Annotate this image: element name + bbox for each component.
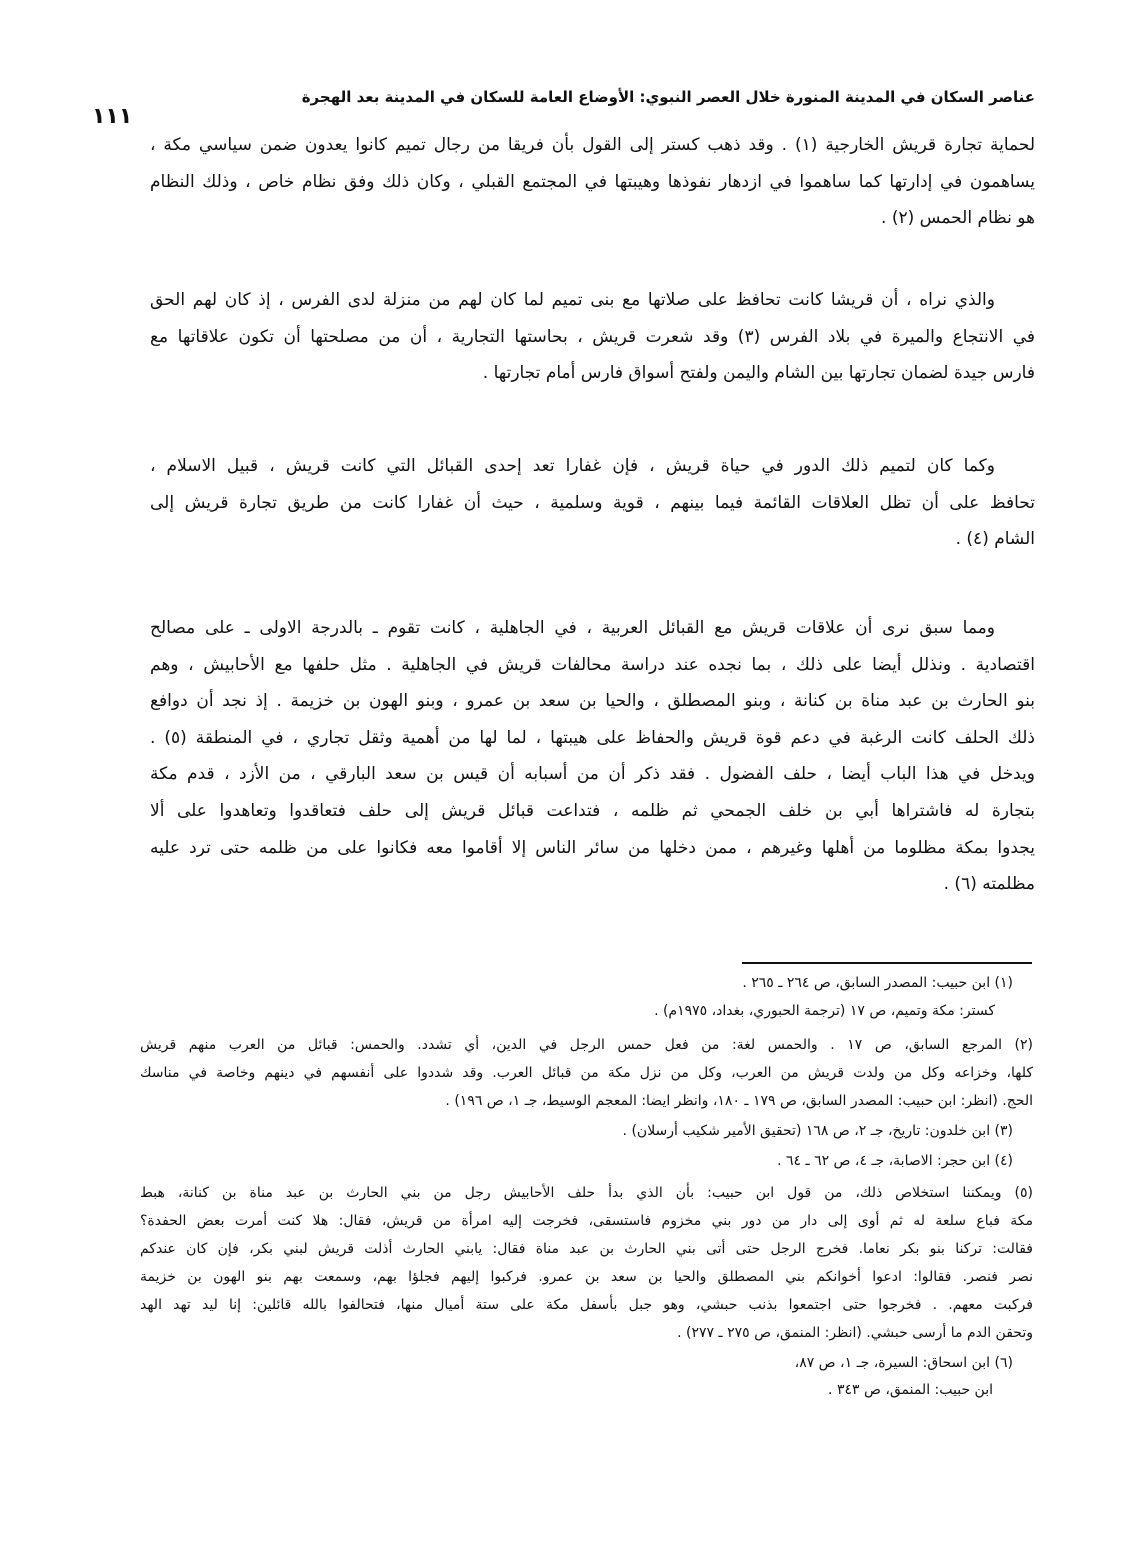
footnote-line: (٥) ويمكننا استخلاص ذلك، من قول ابن حبيب: بأن الذي بدأ حلف الأحابيش رجل من بني الحارث بن عبد مناة بن كنانة، هبط xyxy=(140,1185,1033,1201)
paragraph-1-line: لحماية تجارة قريش الخارجية (١) . وقد ذهب كستر إلى القول بأن فريقا من رجال تميم كانوا يعدون ضمن سياسي مكة ، xyxy=(150,135,1036,155)
page-number: ١١١ xyxy=(92,104,133,129)
footnote-divider xyxy=(742,962,1032,964)
footnote-line: (٤) ابن حجر: الاصابة، جـ ٤، ص ٦٢ ـ ٦٤ . xyxy=(777,1153,1013,1169)
paragraph-4-line: ويدخل في هذا الباب أيضا ، حلف الفضول . فقد ذكر أن من أسبابه أن قيس بن سعد البارقي ، من الأزد ، قدم مكة xyxy=(150,764,1035,785)
footnote-line: نصر فنصر. فقالوا: ادعوا أخوانكم بني المصطلق والحيا بن سعد بن عمرو. فركبوا إليهم فجلؤا بهم، وسمعت بهم بنو الهون بن خزيمة xyxy=(140,1269,1033,1285)
paragraph-2-line: والذي نراه ، أن قريشا كانت تحافظ على صلاتها مع بنى تميم لما كان لهم من منزلة لدى الفرس ، إذ كان لهم الحق xyxy=(150,290,995,310)
footnote-line: الحج. (انظر: ابن حبيب: المصدر السابق، ص ١٧٩ ـ ١٨٠، وانظر ايضا: المعجم الوسيط، جـ ١، ص ١٩٦) . xyxy=(445,1093,1033,1109)
running-header: عناصر السكان في المدينة المنورة خلال العصر النبوي: الأوضاع العامة للسكان في المدينة بعد الهجرة xyxy=(301,88,1035,106)
paragraph-3-line: وكما كان لتميم ذلك الدور في حياة قريش ، فإن غفارا تعد إحدى القبائل التي كانت قريش ، قبيل الاسلام ، xyxy=(150,456,995,476)
paragraph-4-line: بتجارة له فاشتراها أبي بن خلف الجمحي ثم ظلمه ، فتداعت قبائل قريش إلى حلف فتعاقدوا وتعاهدوا على ألا xyxy=(150,801,1035,821)
footnote-line: كستر: مكة وتميم، ص ١٧ (ترجمة الحبوري، بغداد، ١٩٧٥م) . xyxy=(654,1003,995,1019)
paragraph-4-line: اقتصادية . ونذلل أيضا على ذلك ، بما نجده عند دراسة محالفات قريش في الجاهلية . مثل حلفها مع الأحابيش ، وهم xyxy=(150,654,1035,675)
paragraph-2-line: في الانتجاع والميرة في بلاد الفرس (٣) وقد شعرت قريش ، بحاستها التجارية ، أن من مصلحتها أن تكون علاقاتها مع xyxy=(150,326,1035,347)
footnote-line: ابن حبيب: المنمق، ص ٣٤٣ . xyxy=(828,1382,993,1398)
footnote-line: فركبت معهم. . فخرجوا حتى اجتمعوا بذنب حبشي، وهو جبل بأسفل مكة على ستة أميال منها، فتحالفوا بالله قائلين: إنا ليد تهد الهد xyxy=(140,1297,1033,1313)
footnote-line: (٢) المرجع السابق، ص ١٧ . والحمس لغة: من فعل حمس الرجل في الدين، أي تشدد. والحمس: قبائل من العرب منهم قريش xyxy=(140,1037,1033,1053)
footnote-line: فقالت: تركنا بنو بكر نعاما. فخرج الرجل حتى أتى بني الحارث بن عبد مناة فقال: يابني الحارث أذلت قريش لبني بكر، فإن كان عندكم xyxy=(140,1241,1033,1257)
paragraph-4-line: يجدوا بمكة مظلوما من أهلها وغيرهم ، ممن دخلها من سائر الناس إلا أقاموا معه فكانوا على من ظلمه حتى ترد عليه xyxy=(150,837,1035,858)
paragraph-2-line: فارس جيدة لضمان تجارتها بين الشام واليمن ولفتح أسواق فارس أمام تجارتها . xyxy=(482,363,1035,384)
footnote-line: وتحقن الدم ما أرسى حبشي. (انظر: المنمق، ص ٢٧٥ ـ ٢٧٧) . xyxy=(677,1325,1033,1341)
footnote-line: (٣) ابن خلدون: تاريخ، جـ ٢، ص ١٦٨ (تحقيق الأمير شكيب أرسلان) . xyxy=(622,1123,1013,1139)
paragraph-4-line: ذلك الحلف كانت الرغبة في دعم قوة قريش والحفاظ على هيبتها ، لما لها من أهمية وثقل تجاري ، في المنطقة (٥) . xyxy=(150,727,1035,748)
paragraph-1-line: يساهمون في إدارتها كما ساهموا في ازدهار نفوذها وهيبتها في المجتمع القبلي ، وكان ذلك وفق نظام خاص ، وذلك النظام xyxy=(150,171,1035,192)
footnote-line: (٦) ابن اسحاق: السيرة، جـ ١، ص ٨٧، xyxy=(794,1355,1013,1371)
paragraph-3-line: الشام (٤) . xyxy=(955,529,1035,550)
paragraph-4-line: ومما سبق نرى أن علاقات قريش مع القبائل العربية ، في الجاهلية ، كانت تقوم ـ بالدرجة الاولى ـ على مصالح xyxy=(150,618,995,638)
paragraph-4-line: مظلمته (٦) . xyxy=(943,874,1035,895)
paragraph-4-line: بنو الحارث بن عبد مناة بن كنانة ، وبنو المصطلق ، والحيا بن سعد بن عمرو ، وبنو الهون بن خزيمة . إذ نجد أن دوافع xyxy=(150,691,1035,712)
paragraph-3-line: تحافظ على أن تظل العلاقات القائمة فيما بينهم ، قوية وسلمية ، حيث أن غفارا كانت من طريق تجارة قريش إلى xyxy=(150,492,1035,513)
footnote-line: (١) ابن حبيب: المصدر السابق، ص ٢٦٤ ـ ٢٦٥ . xyxy=(742,975,1013,991)
footnote-line: كلها، وخزاعه وكل من ولدت قريش من العرب، وكل من نزل مكة من قبائل العرب. وقد شددوا على أنفسهم في دينهم وخاصة في مناسك xyxy=(140,1065,1033,1081)
footnote-line: مكة فباع سلعة له ثم أوى إلى دار من دور بني مخزوم فاستسقى، فخرجت إليه امرأة من قريش، فقال: هلا كنت أمرت بعض الحفدة؟ xyxy=(140,1213,1033,1229)
paragraph-1-line: هو نظام الحمس (٢) . xyxy=(881,208,1035,229)
